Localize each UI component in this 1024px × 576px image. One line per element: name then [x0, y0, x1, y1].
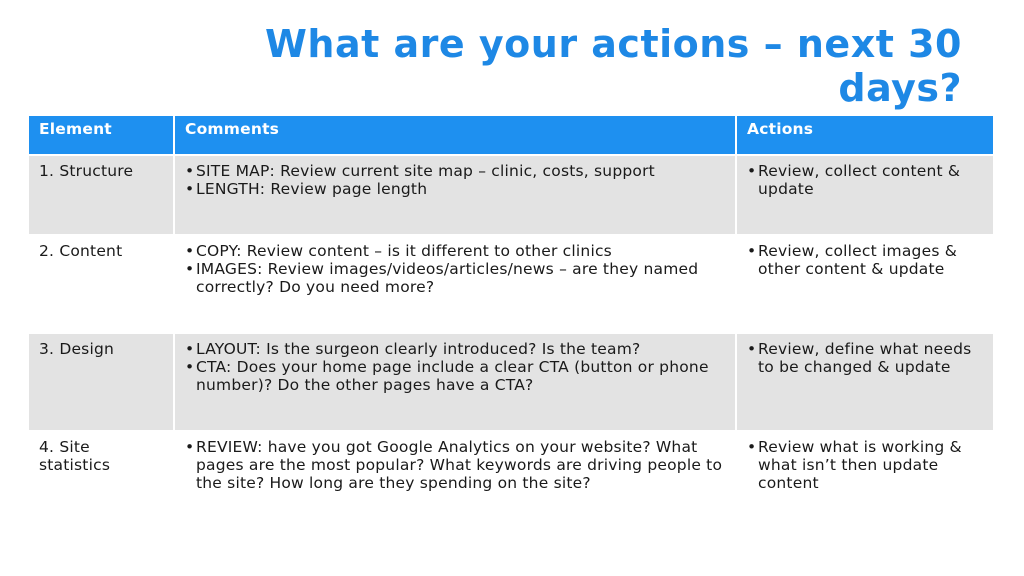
element-cell: 2. Content	[28, 235, 174, 333]
action-item: • Review, define what needs to be changed & update	[747, 340, 983, 376]
comments-cell	[174, 333, 736, 431]
comment-item: • SITE MAP: Review current site map – clinic, costs, support	[185, 162, 725, 180]
actions-cell	[736, 333, 994, 431]
comments-cell	[174, 155, 736, 235]
element-cell: 1. Structure	[28, 155, 174, 235]
header-element: Element	[28, 115, 174, 155]
comment-item: • IMAGES: Review images/videos/articles/news – are they named correctly? Do you need more?	[185, 260, 725, 296]
actions-table	[27, 114, 995, 526]
header-comments: Comments	[174, 115, 736, 155]
element-cell: 4. Site statistics	[28, 431, 174, 525]
comment-item: • LENGTH: Review page length	[185, 180, 725, 198]
comments-cell	[174, 235, 736, 333]
action-item: • Review, collect images & other content & update	[747, 242, 983, 278]
action-item: • Review, collect content & update	[747, 162, 983, 198]
actions-cell	[736, 431, 994, 525]
comment-item: • COPY: Review content – is it different to other clinics	[185, 242, 725, 260]
actions-cell	[736, 235, 994, 333]
slide-title: What are your actions – next 30 days?	[265, 22, 962, 110]
action-item: • Review what is working & what isn’t then update content	[747, 438, 983, 492]
comments-cell	[174, 431, 736, 525]
table-row	[28, 155, 994, 235]
table-header-row	[28, 115, 994, 155]
header-actions: Actions	[736, 115, 994, 155]
actions-cell	[736, 155, 994, 235]
comment-item: • REVIEW: have you got Google Analytics on your website? What pages are the most popular? What keywords are driving people to the site? How long are they spending on the site?	[185, 438, 725, 492]
table-row	[28, 235, 994, 333]
comment-item: • CTA: Does your home page include a clear CTA (button or phone number)? Do the other pages have a CTA?	[185, 358, 725, 394]
element-cell: 3. Design	[28, 333, 174, 431]
table-row	[28, 431, 994, 525]
table-row	[28, 333, 994, 431]
comment-item: • LAYOUT: Is the surgeon clearly introduced? Is the team?	[185, 340, 725, 358]
